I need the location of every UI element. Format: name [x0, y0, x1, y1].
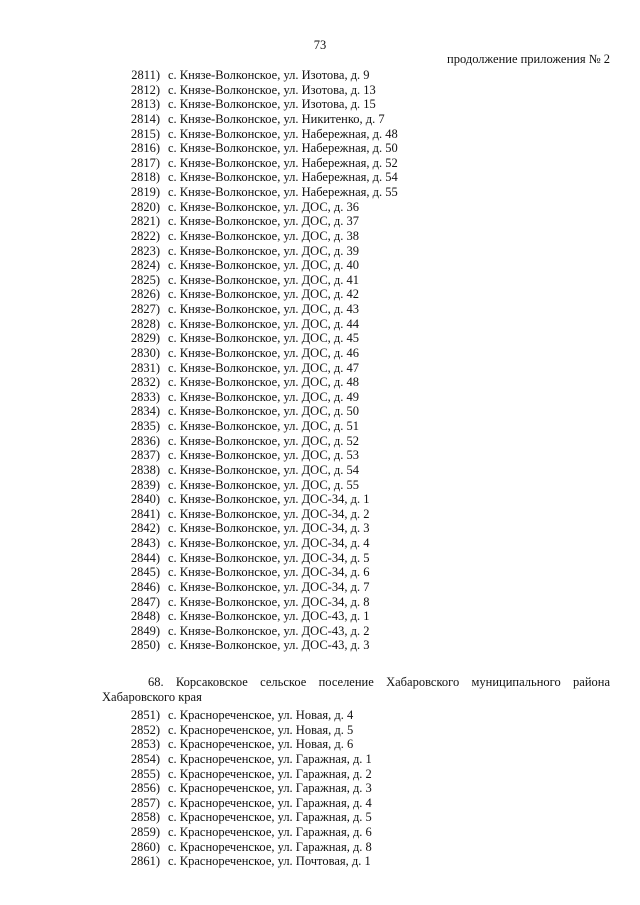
list-item-address: с. Князе-Волконское, ул. ДОС-43, д. 3	[168, 638, 370, 653]
list-item-number: 2833)	[130, 389, 160, 404]
list-item-number: 2860)	[130, 839, 160, 854]
list-item-address: с. Краснореченское, ул. Гаражная, д. 3	[168, 781, 372, 796]
list-item-address: с. Князе-Волконское, ул. Набережная, д. 50	[168, 141, 398, 156]
list-item-address: с. Князе-Волконское, ул. Набережная, д. 55	[168, 185, 398, 199]
list-item-address: с. Князе-Волконское, ул. ДОС, д. 37	[168, 214, 360, 229]
list-item-address: с. Князе-Волконское, ул. ДОС, д. 45	[168, 331, 360, 346]
list-item-number: 2856)	[130, 781, 160, 796]
list-item-number: 2853)	[130, 737, 160, 752]
list-item-address: с. Краснореченское, ул. Гаражная, д. 6	[168, 825, 372, 839]
list-item-address: с. Князе-Волконское, ул. ДОС, д. 55	[168, 477, 360, 492]
list-item-address: с. Князе-Волконское, ул. Никитенко, д. 7	[168, 111, 385, 126]
list-item-number: 2816)	[130, 141, 160, 156]
list-item-address: с. Князе-Волконское, ул. ДОС-34, д. 4	[168, 536, 370, 550]
list-item-address: с. Князе-Волконское, ул. ДОС, д. 47	[168, 360, 360, 375]
list-item-address: с. Князе-Волконское, ул. ДОС, д. 40	[168, 258, 360, 273]
list-item-number: 2827)	[130, 302, 160, 316]
list-item-address: с. Князе-Волконское, ул. ДОС-34, д. 6	[168, 565, 370, 580]
list-item-number: 2824)	[130, 258, 160, 273]
list-item-number: 2858)	[130, 810, 160, 825]
list-item-address: с. Князе-Волконское, ул. Набережная, д. 54	[168, 170, 398, 185]
list-item-number: 2840)	[130, 492, 160, 507]
list-item-address: с. Князе-Волконское, ул. ДОС-34, д. 3	[168, 521, 370, 536]
list-item-number: 2825)	[130, 272, 160, 287]
list-item-number: 2848)	[130, 609, 160, 624]
list-item-address: с. Князе-Волконское, ул. Изотова, д. 9	[168, 68, 370, 82]
list-item-address: с. Краснореченское, ул. Гаражная, д. 2	[168, 766, 372, 781]
list-item-number: 2836)	[130, 433, 160, 448]
list-item-number: 2861)	[130, 854, 160, 869]
list-item-number: 2814)	[130, 111, 160, 126]
list-item-address: с. Князе-Волконское, ул. ДОС, д. 49	[168, 389, 360, 404]
list-item-address: с. Князе-Волконское, ул. ДОС, д. 51	[168, 419, 360, 433]
list-item-number: 2818)	[130, 170, 160, 185]
list-item-address: с. Князе-Волконское, ул. Изотова, д. 13	[168, 82, 376, 97]
list-item-address: с. Князе-Волконское, ул. ДОС, д. 39	[168, 243, 360, 258]
list-item-number: 2829)	[130, 331, 160, 346]
list-item-number: 2859)	[130, 825, 160, 839]
list-item-number: 2811)	[131, 68, 160, 82]
list-item-number: 2850)	[130, 638, 160, 653]
list-item-address: с. Князе-Волконское, ул. ДОС, д. 46	[168, 345, 360, 360]
list-item-number: 2846)	[130, 579, 160, 594]
list-item-number: 2834)	[130, 404, 160, 419]
list-item-address: с. Князе-Волконское, ул. ДОС, д. 42	[168, 287, 360, 302]
appendix-continuation-note: продолжение приложения № 2	[447, 52, 610, 66]
list-item-number: 2845)	[130, 565, 160, 580]
list-item-number: 2854)	[130, 751, 160, 766]
list-item-address: с. Краснореченское, ул. Новая, д. 4	[168, 708, 354, 722]
list-item-address: с. Князе-Волконское, ул. ДОС-43, д. 2	[168, 623, 370, 638]
list-item-number: 2820)	[130, 199, 160, 214]
list-item-number: 2831)	[130, 360, 160, 375]
list-item-number: 2822)	[130, 228, 160, 243]
list-item-address: с. Князе-Волконское, ул. ДОС, д. 44	[168, 316, 360, 331]
list-item-address: с. Краснореченское, ул. Гаражная, д. 1	[168, 751, 372, 766]
list-item-address: с. Князе-Волконское, ул. ДОС, д. 50	[168, 404, 360, 419]
list-item-number: 2839)	[130, 477, 160, 492]
list-item-address: с. Князе-Волконское, ул. ДОС, д. 36	[168, 199, 360, 214]
list-item-number: 2826)	[130, 287, 160, 302]
list-item-number: 2842)	[130, 521, 160, 536]
list-item-address: с. Князе-Волконское, ул. ДОС-43, д. 1	[168, 609, 370, 624]
list-item-number: 2847)	[130, 594, 160, 609]
list-item-number: 2812)	[130, 82, 160, 97]
list-item-address: с. Князе-Волконское, ул. ДОС-34, д. 1	[168, 492, 370, 507]
list-item-number: 2828)	[130, 316, 160, 331]
list-item-address: с. Князе-Волконское, ул. ДОС, д. 53	[168, 448, 360, 463]
list-item-number: 2832)	[130, 375, 160, 390]
list-item-address: с. Краснореченское, ул. Новая, д. 5	[168, 722, 354, 737]
list-item-address: с. Князе-Волконское, ул. ДОС-34, д. 8	[168, 594, 370, 609]
list-item-address: с. Князе-Волконское, ул. ДОС-34, д. 5	[168, 550, 370, 565]
list-item-address: с. Князе-Волконское, ул. ДОС, д. 48	[168, 375, 360, 390]
list-item-address: с. Краснореченское, ул. Новая, д. 6	[168, 737, 354, 752]
list-item-number: 2852)	[130, 722, 160, 737]
list-item-number: 2838)	[130, 462, 160, 477]
list-item-number: 2817)	[130, 155, 160, 170]
list-item-number: 2835)	[130, 419, 160, 433]
list-item-number: 2857)	[130, 795, 160, 810]
list-item-number: 2837)	[130, 448, 160, 463]
list-item-number: 2813)	[130, 97, 160, 112]
list-item-address: с. Князе-Волконское, ул. ДОС, д. 52	[168, 433, 360, 448]
list-item-address: с. Краснореченское, ул. Почтовая, д. 1	[168, 854, 371, 869]
list-item-address: с. Краснореченское, ул. Гаражная, д. 8	[168, 839, 372, 854]
list-item-address: с. Князе-Волконское, ул. ДОС, д. 41	[168, 272, 360, 287]
section-heading-68: 68. Корсаковское сельское поселение Хабаровского муниципального района Хабаровского края	[102, 675, 610, 704]
list-item-address: с. Князе-Волконское, ул. Изотова, д. 15	[168, 97, 376, 112]
list-item-number: 2821)	[130, 214, 160, 229]
list-item-address: с. Князе-Волконское, ул. ДОС, д. 43	[168, 302, 360, 316]
list-item-address: с. Князе-Волконское, ул. Набережная, д. 52	[168, 155, 398, 170]
list-item-number: 2844)	[130, 550, 160, 565]
list-item-number: 2815)	[130, 126, 160, 141]
list-item-number: 2855)	[130, 766, 160, 781]
list-item-number: 2851)	[130, 708, 160, 722]
list-item-number: 2819)	[130, 185, 160, 199]
list-item-number: 2849)	[130, 623, 160, 638]
page-number: 73	[313, 38, 327, 52]
list-item-address: с. Князе-Волконское, ул. ДОС-34, д. 7	[168, 579, 370, 594]
list-item-address: с. Князе-Волконское, ул. ДОС, д. 38	[168, 228, 360, 243]
list-item-address: с. Князе-Волконское, ул. ДОС, д. 54	[168, 462, 360, 477]
list-item-number: 2823)	[130, 243, 160, 258]
list-item-number: 2843)	[130, 536, 160, 550]
list-item-address: с. Краснореченское, ул. Гаражная, д. 5	[168, 810, 372, 825]
list-item-address: с. Князе-Волконское, ул. Набережная, д. 48	[168, 126, 398, 141]
list-item-number: 2841)	[130, 506, 160, 521]
list-item-number: 2830)	[130, 345, 160, 360]
list-item-address: с. Краснореченское, ул. Гаражная, д. 4	[168, 795, 372, 810]
list-item-address: с. Князе-Волконское, ул. ДОС-34, д. 2	[168, 506, 370, 521]
